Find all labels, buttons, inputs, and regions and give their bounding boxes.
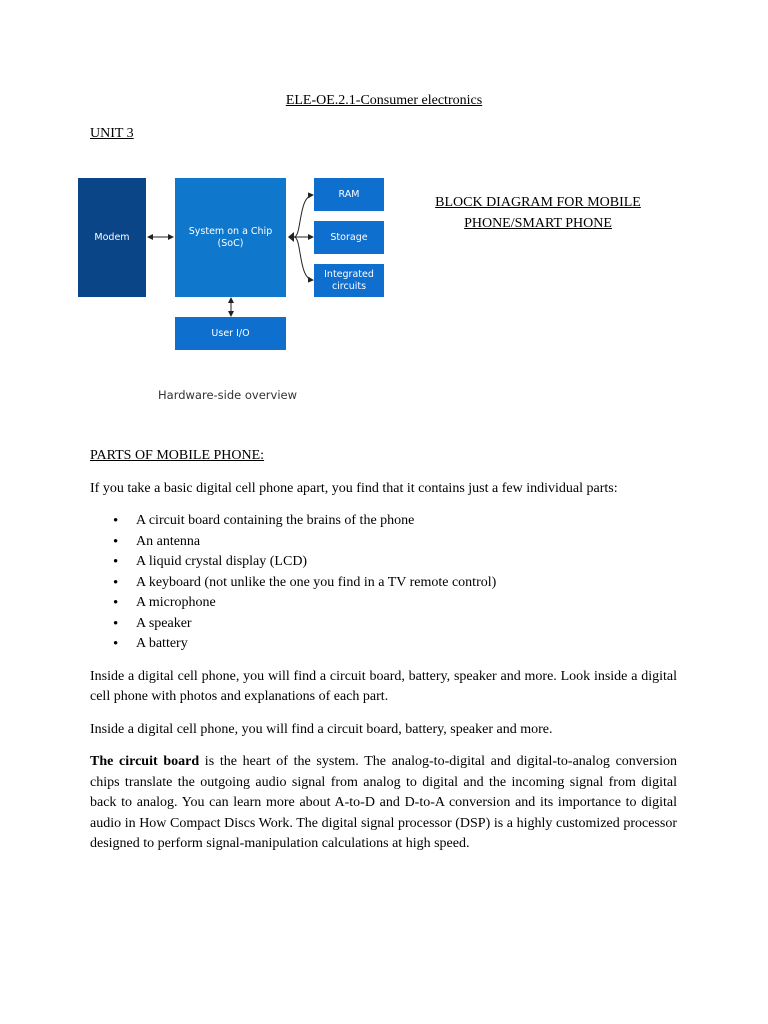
ram-label: RAM	[338, 188, 360, 200]
page-title: ELE-OE.2.1-Consumer electronics	[285, 93, 483, 108]
modem-block	[78, 178, 146, 297]
storage-label: Storage	[330, 231, 368, 243]
parts-list	[90, 511, 677, 655]
circuit-board-term: The circuit board	[90, 754, 200, 769]
parts-heading: PARTS OF MOBILE PHONE:	[90, 448, 265, 463]
diagram-title-line1: BLOCK DIAGRAM FOR MOBILE	[435, 195, 641, 210]
paragraph-1: Inside a digital cell phone, you will find a circuit board, battery, speaker and more. Look inside a digital cell phone with photos and explanations of each part.	[90, 668, 677, 704]
list-item: • A microphone	[136, 593, 677, 614]
user-io-block	[175, 317, 286, 350]
diagram-title	[420, 192, 656, 234]
ram-block	[314, 178, 384, 211]
diagram-caption: Hardware-side overview	[158, 388, 298, 402]
unit-heading: UNIT 3	[90, 126, 134, 141]
list-item: • A speaker	[136, 614, 677, 635]
ic-label-line1: Integrated	[324, 268, 374, 280]
ic-arrow	[294, 237, 313, 280]
user-io-label: User I/O	[211, 327, 250, 339]
storage-block	[314, 221, 384, 254]
list-item: • An antenna	[136, 532, 677, 553]
paragraph-2: Inside a digital cell phone, you will find a circuit board, battery, speaker and more.	[90, 721, 553, 737]
soc-bus-arrowhead	[288, 232, 294, 242]
paragraph-3	[90, 752, 677, 855]
ram-arrow	[294, 195, 313, 237]
list-item: • A battery	[136, 634, 677, 655]
ic-label-line2: circuits	[331, 280, 367, 292]
list-item: • A liquid crystal display (LCD)	[136, 552, 677, 573]
list-item: • A circuit board containing the brains of the phone	[136, 511, 677, 532]
soc-label-line2: (SoC)	[217, 237, 244, 249]
modem-label: Modem	[94, 231, 130, 243]
block-diagram	[76, 176, 388, 411]
diagram-title-line2: PHONE/SMART PHONE	[464, 216, 612, 231]
soc-block	[175, 178, 286, 297]
intro-paragraph: If you take a basic digital cell phone apart, you find that it contains just a few individual parts:	[90, 480, 618, 496]
list-item: • A keyboard (not unlike the one you find in a TV remote control)	[136, 573, 677, 594]
document-body	[90, 446, 677, 855]
paragraph-3-text: is the heart of the system. The analog-to-digital and digital-to-analog conversion chips translate the outgoing audio signal from analog to digital and the incoming signal from digital back to analog. You can learn more about A-to-D and D-to-A conversion and its importance to digital audio in How Compact Discs Work. The digital signal processor (DSP) is a highly customized processor designed to perform signal-manipulation calculations at high speed.	[90, 754, 677, 851]
integrated-circuits-block	[314, 264, 384, 297]
soc-label-line1: System on a Chip	[188, 225, 273, 237]
